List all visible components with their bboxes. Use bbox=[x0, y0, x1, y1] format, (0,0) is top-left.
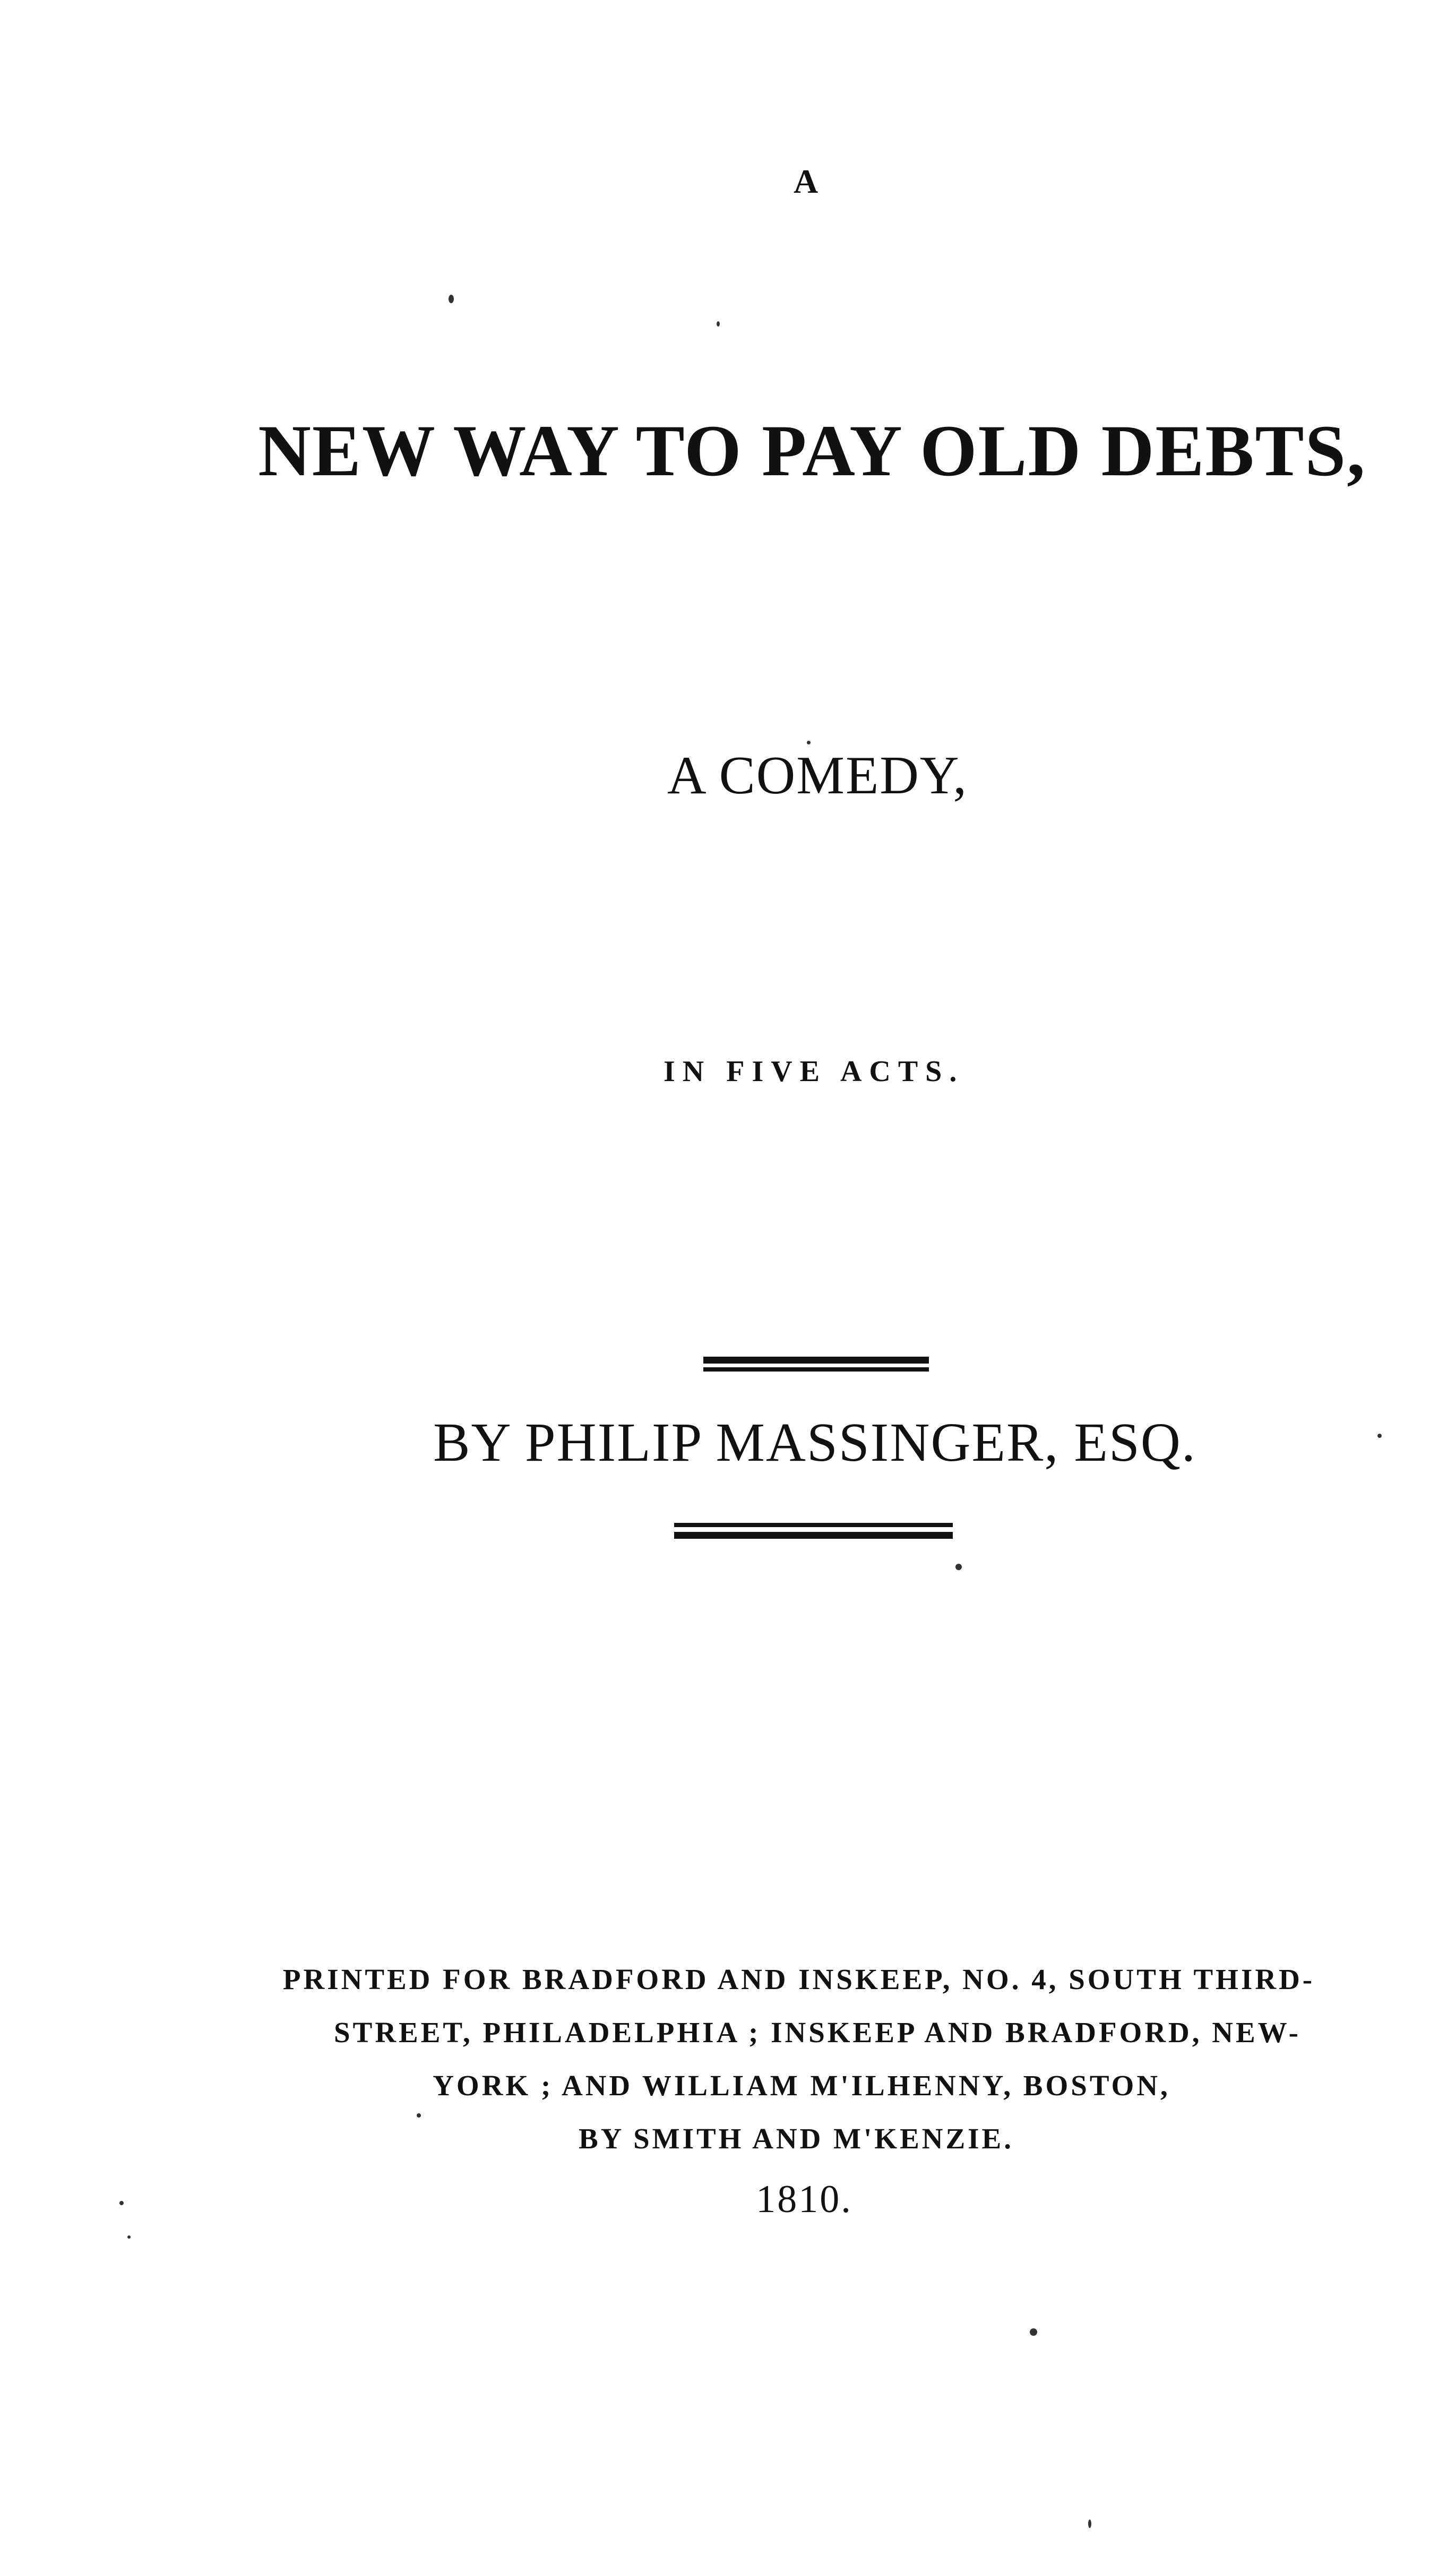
book-title: NEW WAY TO PAY OLD DEBTS, bbox=[258, 410, 1366, 491]
paper-speck bbox=[417, 2113, 421, 2118]
bottom-rule-thin bbox=[674, 1523, 953, 1527]
paper-speck bbox=[717, 321, 720, 327]
top-rule-thin bbox=[703, 1367, 929, 1372]
paper-speck bbox=[119, 2201, 124, 2205]
paper-speck bbox=[1030, 2328, 1037, 2336]
author-line: BY PHILIP MASSINGER, ESQ. bbox=[433, 1412, 1196, 1473]
imprint-line-1: PRINTED FOR BRADFORD AND INSKEEP, NO. 4, SOUTH THIRD- bbox=[282, 1963, 1315, 1995]
top-rule-thick bbox=[703, 1357, 929, 1364]
paper-speck bbox=[807, 741, 811, 744]
title-article: A bbox=[794, 162, 819, 200]
paper-speck bbox=[1377, 1434, 1382, 1438]
book-subtitle: A COMEDY, bbox=[667, 746, 968, 806]
imprint-line-4: BY SMITH AND M'KENZIE. bbox=[578, 2122, 1014, 2155]
imprint-line-3: YORK ; AND WILLIAM M'ILHENNY, BOSTON, bbox=[433, 2069, 1170, 2102]
paper-speck bbox=[127, 2235, 131, 2239]
publication-year: 1810. bbox=[756, 2178, 852, 2221]
paper-speck bbox=[955, 1564, 962, 1570]
paper-speck bbox=[449, 295, 454, 303]
bottom-rule-thick bbox=[674, 1532, 953, 1539]
imprint-line-2: STREET, PHILADELPHIA ; INSKEEP AND BRADFORD, NEW- bbox=[334, 2016, 1301, 2049]
paper-speck bbox=[1088, 2520, 1091, 2528]
acts-note: IN FIVE ACTS. bbox=[664, 1055, 964, 1088]
